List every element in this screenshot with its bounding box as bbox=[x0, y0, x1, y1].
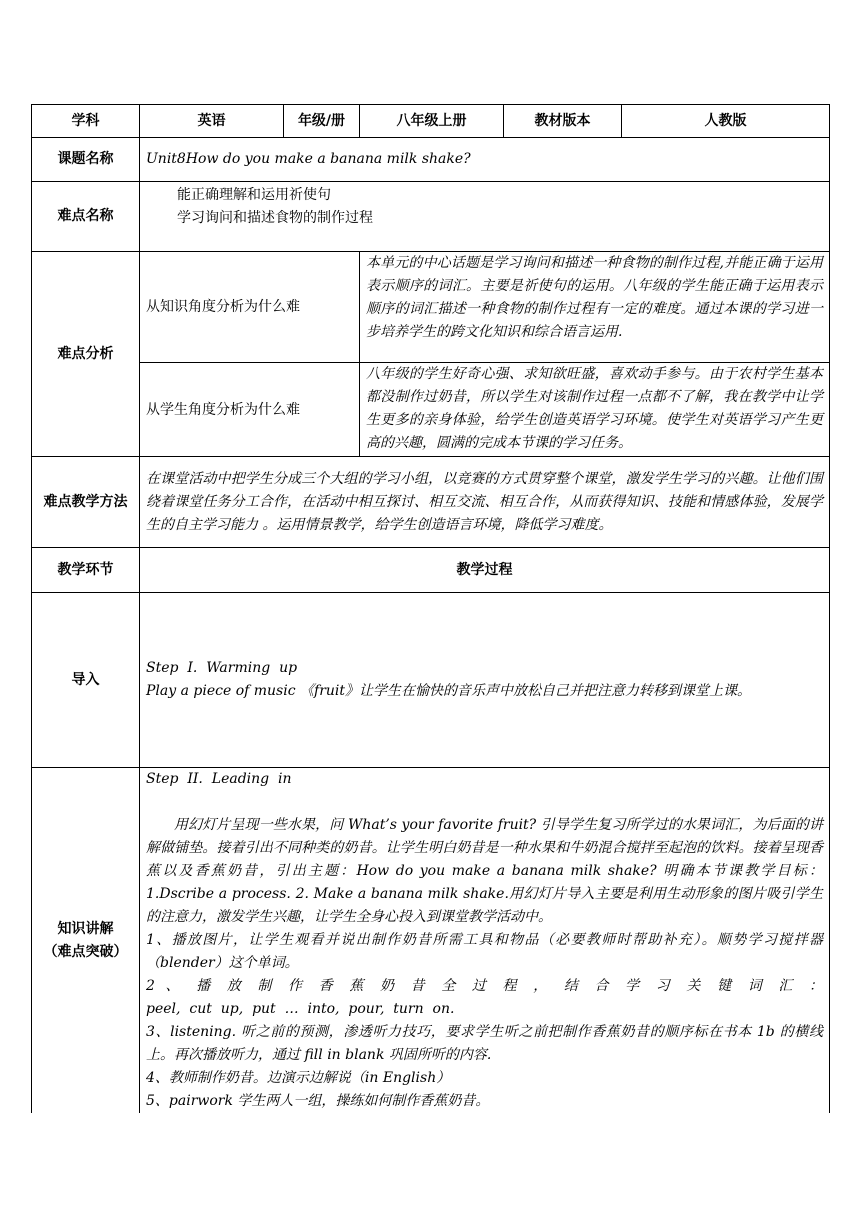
process-column-label: 教学过程 bbox=[140, 548, 830, 593]
intro-label: 导入 bbox=[32, 593, 140, 768]
difficulty-label: 难点名称 bbox=[32, 182, 140, 252]
topic-value: Unit8How do you make a banana milk shake? bbox=[140, 138, 830, 182]
intro-row bbox=[32, 593, 830, 768]
lecture-item-2-line-1: 2 、 播 放 制 作 香 蕉 奶 昔 全 过 程 ， 结 合 学 习 关 键 词 汇 ： bbox=[146, 978, 823, 994]
knowledge-angle-label: 从知识角度分析为什么难 bbox=[140, 252, 360, 363]
method-text: 在课堂活动中把学生分成三个大组的学习小组，以竞赛的方式贯穿整个课堂，激发学生学习的兴趣。让他们围绕着课堂任务分工合作，在活动中相互探讨、相互交流、相互合作，从而获得知识、技能和情感体验，发展学生的自主学习能力 。运用情景教学，给学生创造语言环境，降低学习难度。 bbox=[140, 457, 830, 548]
lecture-item-5: 5、pairwork 学生两人一组，操练如何制作香蕉奶昔。 bbox=[146, 1093, 490, 1109]
lecture-paragraph: 用幻灯片呈现一些水果，问 What’s your favorite fruit? 引导学生复习所学过的水果词汇，为后面的讲解做铺垫。接着引出不同种类的奶昔。让学生明白奶昔是一种水果和牛奶混合搅拌至起泡的饮料。接着呈现香蕉以及香蕉奶昔，引出主题：How do you make a banana milk shake? 明确本节课教学目标：1.Dscribe a process. 2. Make a banana milk shake.用幻灯片导入主要是利用生动形象的图片吸引学生的注意力，激发学生兴趣，让学生全身心投入到课堂教学活动中。 bbox=[146, 817, 823, 925]
stage-column-label: 教学环节 bbox=[32, 548, 140, 593]
intro-step: Step I. Warming up bbox=[146, 660, 298, 676]
subject-label: 学科 bbox=[32, 105, 140, 138]
lecture-content bbox=[140, 768, 830, 1114]
intro-content bbox=[140, 593, 830, 768]
lecture-label-line-1: 知识讲解 bbox=[57, 920, 114, 937]
edition-value: 人教版 bbox=[622, 105, 830, 138]
process-header-row bbox=[32, 548, 830, 593]
analysis-student-row bbox=[32, 363, 830, 457]
grade-label: 年级/册 bbox=[284, 105, 360, 138]
topic-label: 课题名称 bbox=[32, 138, 140, 182]
difficulty-line-2: 学习询问和描述食物的制作过程 bbox=[177, 210, 373, 226]
lecture-row bbox=[32, 768, 830, 1114]
lecture-step: Step II. Leading in bbox=[146, 771, 292, 787]
difficulty-names bbox=[140, 182, 830, 252]
method-label: 难点教学方法 bbox=[32, 457, 140, 548]
lecture-item-1: 1、播放图片，让学生观看并说出制作奶昔所需工具和物品（必要教师时帮助补充）。顺势学习搅拌器（blender）这个单词。 bbox=[146, 932, 823, 971]
method-row bbox=[32, 457, 830, 548]
topic-row bbox=[32, 138, 830, 182]
lecture-item-2-line-2: peel, cut up, put … into, pour, turn on. bbox=[146, 1001, 455, 1017]
lecture-label bbox=[32, 768, 140, 1114]
lecture-item-3: 3、listening. 听之前的预测，渗透听力技巧，要求学生听之前把制作香蕉奶昔的顺序标在书本 1b 的横线上。再次播放听力，通过 fill in blank 巩固所听的内容. bbox=[146, 1024, 823, 1063]
knowledge-angle-text: 本单元的中心话题是学习询问和描述一种食物的制作过程,并能正确于运用表示顺序的词汇。主要是祈使句的运用。八年级的学生能正确于运用表示顺序的词汇描述一种食物的制作过程有一定的难度。通过本课的学习进一步培养学生的跨文化知识和综合语言运用. bbox=[360, 252, 830, 363]
lecture-item-4: 4、教师制作奶昔。边演示边解说（in English） bbox=[146, 1070, 451, 1086]
lecture-label-line-2: （难点突破） bbox=[43, 943, 128, 960]
intro-text: Play a piece of music 《fruit》让学生在愉快的音乐声中放松自己并把注意力转移到课堂上课。 bbox=[146, 683, 751, 699]
lesson-plan-table bbox=[31, 104, 830, 1113]
analysis-label: 难点分析 bbox=[32, 252, 140, 457]
subject-value: 英语 bbox=[140, 105, 284, 138]
student-angle-text: 八年级的学生好奇心强、求知欲旺盛，喜欢动手参与。由于农村学生基本都没制作过奶昔，所以学生对该制作过程一点都不了解，我在教学中让学生更多的亲身体验，给学生创造英语学习环境。使学生对英语学习产生更高的兴趣，圆满的完成本节课的学习任务。 bbox=[360, 363, 830, 457]
grade-value: 八年级上册 bbox=[360, 105, 504, 138]
student-angle-label: 从学生角度分析为什么难 bbox=[140, 363, 360, 457]
difficulty-row bbox=[32, 182, 830, 252]
analysis-knowledge-row bbox=[32, 252, 830, 363]
difficulty-line-1: 能正确理解和运用祈使句 bbox=[177, 187, 331, 203]
header-row bbox=[32, 105, 830, 138]
edition-label: 教材版本 bbox=[504, 105, 622, 138]
